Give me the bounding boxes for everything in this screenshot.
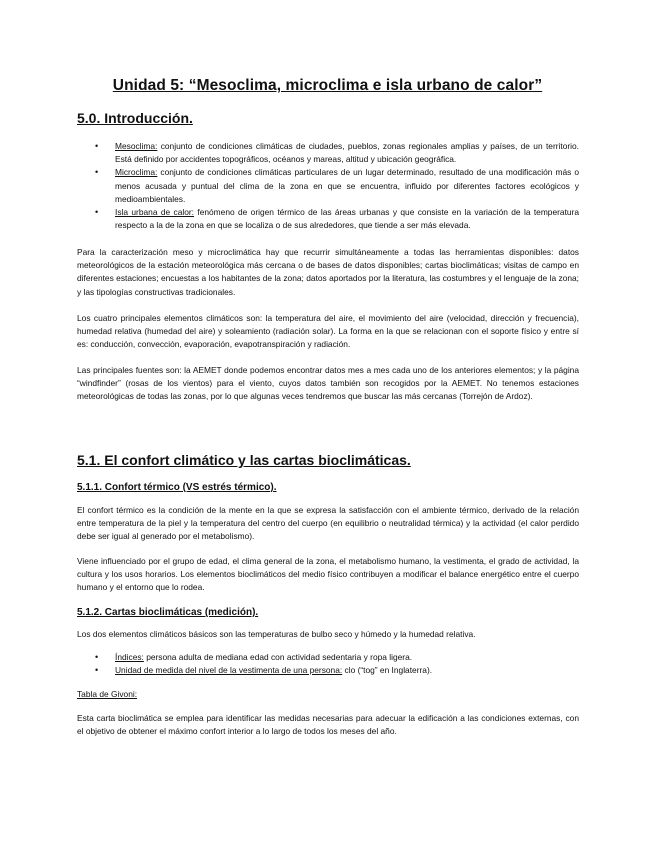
document-title: Unidad 5: “Mesoclima, microclima e isla urbano de calor” <box>112 77 543 94</box>
term-label: Unidad de medida del nivel de la vestimenta de una persona: <box>115 665 343 676</box>
list-item <box>77 166 579 206</box>
list-item <box>77 206 579 232</box>
indices-list <box>77 651 579 677</box>
paragraph: Las principales fuentes son: la AEMET donde podemos encontrar datos mes a mes cada uno de los anteriores elementos; y la página “windfinder” (rosas de los vientos) para el viento, cuyos datos también son recogidos por la AEMET. No tenemos estaciones meteorológicas de todas las zonas, por lo que algunas veces tendremos que buscar las más cercanas (Torrejón de Ardoz). <box>77 365 579 402</box>
bullet-icon: • <box>95 652 99 662</box>
bullet-icon: • <box>95 167 99 178</box>
term-definition: conjunto de condiciones climáticas particulares de un lugar determinado, resultado de una modificación más o menos acusada y puntual del clima de la zona en que se encuentra, influido por diferentes factores ecológicos y medioambientales. <box>115 167 579 204</box>
paragraph: El confort térmico es la condición de la mente en la que se expresa la satisfacción con el ambiente térmico, derivado de la relación entre temperatura de la piel y la temperatura del centro del cuerpo (en equilibrio o neutralidad térmica) y la actividad (el calor perdido debe ser igual al generado por el metabolismo). <box>77 505 579 542</box>
list-item <box>77 664 579 677</box>
bullet-icon: • <box>95 141 99 151</box>
paragraph: Los dos elementos climáticos básicos son las temperaturas de bulbo seco y húmedo y la humedad relativa. <box>77 629 476 639</box>
paragraph: Viene influenciado por el grupo de edad, el clima general de la zona, el metabolismo humano, la vestimenta, el grado de actividad, la cultura y los usos horarios. Los elementos bioclimáticos del medio físico contribuyen a modificar el balance energético entre el cuerpo humano y el entorno que lo rodea. <box>77 556 579 593</box>
list-item <box>77 140 579 166</box>
paragraph: Para la caracterización meso y microclimática hay que recurrir simultáneamente a todas las herramientas disponibles: datos meteorológicos de la estación meteorológica más cercana o de bases de datos disponibles; cartas bioclimáticas; visitas de campo en diferentes estaciones; encuestas a los habitantes de la zona; datos aportados por la literatura, las costumbres y el lenguaje de la zona; y las tipologías constructivas tradicionales. <box>77 247 579 297</box>
term-definition: persona adulta de mediana edad con actividad sedentaria y ropa ligera. <box>143 652 413 662</box>
section-heading-5-1: 5.1. El confort climático y las cartas bioclimáticas. <box>77 452 411 468</box>
term-definition: conjunto de condiciones climáticas de ciudades, pueblos, zonas regionales amplias y países, de un territorio. Está definido por accidentes topográficos, océanos y mareas, altitud y ubicación geográfica. <box>115 141 579 165</box>
givoni-heading: Tabla de Givoni: <box>77 689 138 699</box>
term-label: Índices: <box>115 652 144 662</box>
bullet-icon: • <box>95 207 99 218</box>
paragraph: Esta carta bioclimática se emplea para identificar las medidas necesarias para adecuar la edificación a las condiciones externas, con el objetivo de obtener el máximo confort interior a lo largo de todos los meses del año. <box>77 713 579 737</box>
bullet-icon: • <box>95 665 99 676</box>
term-definition: fenómeno de origen térmico de las áreas urbanas y que consiste en la variación de la temperatura respecto a la de la zona en que se localiza o de sus alrededores, que tiende a ser más elevada. <box>115 207 579 231</box>
term-definition: clo (“tog” en Inglaterra). <box>342 665 433 676</box>
section-heading-5-0: 5.0. Introducción. <box>77 110 193 126</box>
term-label: Microclima: <box>115 167 158 178</box>
term-label: Mesoclima: <box>115 141 158 151</box>
paragraph: Los cuatro principales elementos climáticos son: la temperatura del aire, el movimiento del aire (velocidad, dirección y frecuencia), humedad relativa (humedad del aire) y soleamiento (radiación solar). La forma en la que se relacionan con el soporte físico y entre sí es: conducción, convección, evaporación, evapotranspiración y radiación. <box>77 313 579 350</box>
subsection-heading-5-1-2: 5.1.2. Cartas bioclimáticas (medición). <box>77 607 259 618</box>
term-label: Isla urbana de calor: <box>115 207 195 218</box>
subsection-heading-5-1-1: 5.1.1. Confort térmico (VS estrés térmico). <box>77 482 277 493</box>
list-item <box>77 651 579 664</box>
definitions-list <box>77 140 579 232</box>
